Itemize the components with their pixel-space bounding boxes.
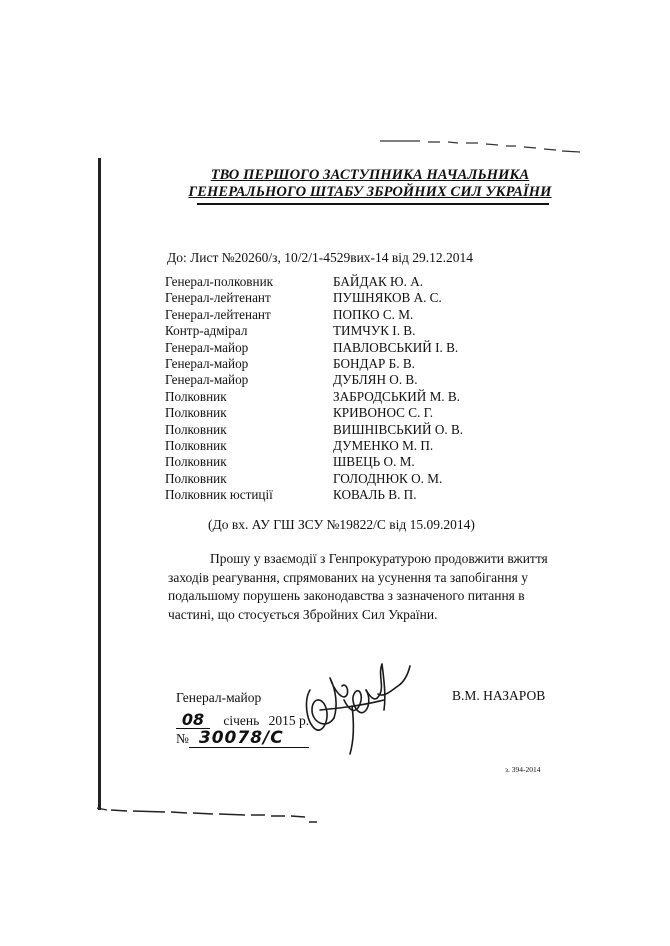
signer-name: В.М. НАЗАРОВ [452, 688, 546, 703]
document-heading-line2: ГЕНЕРАЛЬНОГО ШТАБУ ЗБРОЙНИХ СИЛ УКРАЇНИ [188, 184, 552, 200]
recipient-rank: Генерал-майор [165, 339, 249, 355]
recipient-name: ГОЛОДНЮК О. М. [333, 470, 443, 486]
recipient-rank: Полковник [165, 454, 227, 470]
recipient-rank: Полковник [165, 388, 227, 404]
recipient-name: КОВАЛЬ В. П. [333, 487, 417, 503]
recipient-name: ДУБЛЯН О. В. [333, 372, 418, 388]
recipient-rank: Генерал-полковник [165, 274, 274, 289]
recipient-name: ВИШНІВСЬКИЙ О. В. [333, 421, 464, 437]
recipient-row [165, 307, 463, 323]
recipient-rank: Полковник [165, 470, 227, 486]
recipient-name: ТИМЧУК І. В. [333, 323, 416, 339]
recipient-row [165, 290, 463, 306]
recipient-row [165, 405, 463, 421]
recipient-row [165, 389, 463, 405]
number-prefix: № [176, 731, 189, 746]
recipient-rank: Генерал-лейтенант [165, 290, 271, 306]
recipient-row [165, 372, 463, 388]
recipient-name: БАЙДАК Ю. А. [333, 274, 424, 289]
recipient-name: ЗАБРОДСЬКИЙ М. В. [333, 388, 460, 404]
scan-edge-left [98, 158, 101, 810]
scan-edge-top [380, 137, 580, 153]
recipient-row [165, 454, 463, 470]
signer-rank: Генерал-майор [176, 690, 262, 705]
recipient-name: БОНДАР Б. В. [333, 355, 415, 371]
recipient-row [165, 356, 463, 372]
document-heading-line1: ТВО ПЕРШОГО ЗАСТУПНИКА НАЧАЛЬНИКА [210, 167, 530, 183]
recipient-rank: Контр-адмірал [165, 323, 248, 339]
recipients-list [165, 274, 463, 503]
recipient-rank: Генерал-майор [165, 355, 249, 371]
body-text: Прошу у взаємодії з Генпрокуратурою продовжити вжиття заходів реагування, спрямованих на усунення та запобігання у подальшому порушень законодавства з зазначеного питання в частині, що стосується Збройних Сил України. [168, 551, 548, 622]
date-month: січень [223, 713, 260, 728]
recipient-name: ПУШНЯКОВ А. С. [333, 290, 442, 306]
outgoing-number-line [176, 730, 309, 748]
recipient-row [165, 274, 463, 290]
form-code: з. 394-2014 [505, 765, 541, 774]
recipient-rank: Полковник [165, 421, 227, 437]
scan-edge-bottom [95, 800, 335, 826]
date-year: 2015 р. [268, 713, 310, 728]
recipient-row [165, 323, 463, 339]
recipient-row [165, 487, 463, 503]
recipient-name: ШВЕЦЬ О. М. [333, 454, 415, 470]
date-day-handwritten: 08 [176, 712, 210, 729]
recipient-rank: Генерал-лейтенант [165, 306, 271, 322]
recipient-rank: Полковник [165, 405, 227, 421]
recipient-row [165, 438, 463, 454]
recipient-rank: Полковник [165, 437, 227, 453]
recipient-row [165, 340, 463, 356]
body-paragraph [168, 550, 553, 624]
recipient-name: ДУМЕНКО М. П. [333, 437, 434, 453]
date-line [176, 712, 309, 729]
recipient-row [165, 471, 463, 487]
outgoing-number-handwritten: 30078/С [189, 730, 309, 748]
recipient-name: ПАВЛОВСЬКИЙ І. В. [333, 339, 459, 355]
letter-reference: До: Лист №20260/з, 10/2/1-4529вих-14 від 29.12.2014 [167, 250, 474, 265]
incoming-reference: (До вх. АУ ГШ ЗСУ №19822/С від 15.09.2014) [208, 517, 475, 532]
heading-underline-rule [197, 203, 549, 205]
recipient-row [165, 422, 463, 438]
recipient-rank: Генерал-майор [165, 372, 249, 388]
recipient-name: ПОПКО С. М. [333, 306, 414, 322]
handwritten-signature [300, 650, 415, 760]
recipient-rank: Полковник юстиції [165, 487, 273, 503]
recipient-name: КРИВОНОС С. Г. [333, 405, 434, 421]
